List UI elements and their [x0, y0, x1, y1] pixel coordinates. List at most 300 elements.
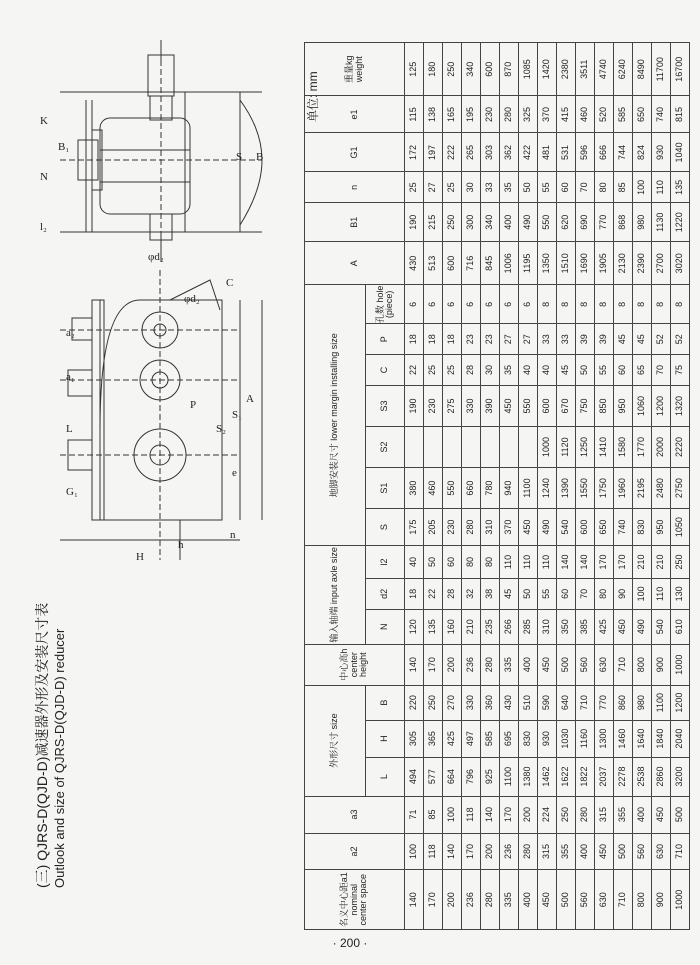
- label-n: n: [230, 529, 236, 541]
- table-cell: 340: [481, 203, 500, 242]
- table-cell: 6: [481, 285, 500, 324]
- table-cell: 130: [671, 578, 690, 609]
- table-cell: 8: [595, 285, 614, 324]
- table-cell: 280: [481, 644, 500, 685]
- table-cell: 1200: [671, 685, 690, 720]
- table-row: [633, 43, 652, 930]
- table-cell: 1690: [576, 242, 595, 285]
- table-cell: 30: [462, 172, 481, 203]
- table-cell: 370: [500, 509, 519, 546]
- table-cell: 250: [557, 796, 576, 833]
- header-L: L: [366, 757, 405, 796]
- table-cell: [481, 427, 500, 468]
- table-cell: 400: [519, 644, 538, 685]
- table-cell: 25: [443, 355, 462, 386]
- table-cell: 630: [595, 870, 614, 930]
- table-cell: 45: [633, 324, 652, 355]
- table-row: [595, 43, 614, 930]
- table-cell: 2040: [671, 720, 690, 757]
- table-cell: 650: [633, 96, 652, 133]
- table-cell: 170: [500, 796, 519, 833]
- table-cell: 100: [443, 796, 462, 833]
- table-cell: 710: [576, 685, 595, 720]
- table-row: [576, 43, 595, 930]
- table-cell: 940: [500, 468, 519, 509]
- table-cell: 1100: [500, 757, 519, 796]
- table-cell: 1240: [538, 468, 557, 509]
- table-row: [405, 43, 424, 930]
- table-cell: 600: [443, 242, 462, 285]
- table-cell: 1905: [595, 242, 614, 285]
- table-cell: 110: [519, 546, 538, 579]
- table-cell: 35: [500, 172, 519, 203]
- table-row: [519, 43, 538, 930]
- table-row: [462, 43, 481, 930]
- table-cell: 22: [405, 355, 424, 386]
- table-cell: 125: [405, 43, 424, 96]
- table-cell: 1960: [614, 468, 633, 509]
- table-cell: 135: [424, 609, 443, 644]
- table-cell: 8: [652, 285, 671, 324]
- table-cell: 1060: [633, 385, 652, 426]
- table-cell: 415: [557, 96, 576, 133]
- label-H: H: [136, 551, 144, 560]
- table-cell: 1640: [633, 720, 652, 757]
- table-cell: 11700: [652, 43, 671, 96]
- table-cell: 50: [424, 546, 443, 579]
- table-cell: 560: [633, 833, 652, 870]
- table-cell: 50: [576, 355, 595, 386]
- table-cell: 900: [652, 870, 671, 930]
- table-cell: 140: [557, 546, 576, 579]
- table-cell: 300: [462, 203, 481, 242]
- table-cell: 25: [443, 172, 462, 203]
- table-cell: 60: [557, 172, 576, 203]
- table-cell: 400: [519, 870, 538, 930]
- table-cell: 210: [633, 546, 652, 579]
- table-cell: 220: [405, 685, 424, 720]
- table-cell: 236: [500, 833, 519, 870]
- label-P: P: [190, 399, 197, 411]
- table-cell: 450: [500, 385, 519, 426]
- table-cell: 1350: [538, 242, 557, 285]
- table-cell: 200: [443, 644, 462, 685]
- label-A: A: [246, 393, 254, 405]
- table-cell: 2700: [652, 242, 671, 285]
- table-cell: 39: [595, 324, 614, 355]
- header-holes: 孔数 hole (piece): [366, 285, 405, 324]
- table-cell: 140: [443, 833, 462, 870]
- table-cell: 280: [462, 509, 481, 546]
- table-cell: 1390: [557, 468, 576, 509]
- table-cell: 830: [633, 509, 652, 546]
- table-cell: 170: [424, 870, 443, 930]
- table-cell: 510: [519, 685, 538, 720]
- table-cell: 490: [538, 509, 557, 546]
- label-l2: l₂: [40, 221, 47, 233]
- table-cell: 280: [500, 96, 519, 133]
- table-cell: 6: [519, 285, 538, 324]
- table-cell: 560: [576, 644, 595, 685]
- table-cell: 1550: [576, 468, 595, 509]
- title-chinese: (三) QJRS-D(QJD-D)减速器外形及安装尺寸表: [34, 602, 50, 888]
- table-cell: 270: [443, 685, 462, 720]
- label-B: B: [256, 151, 264, 163]
- table-cell: 25: [405, 172, 424, 203]
- table-cell: 280: [519, 833, 538, 870]
- table-cell: 800: [633, 644, 652, 685]
- table-cell: 710: [614, 870, 633, 930]
- table-cell: 695: [500, 720, 519, 757]
- table-cell: 550: [443, 468, 462, 509]
- table-cell: 640: [557, 685, 576, 720]
- header-P: P: [366, 324, 405, 355]
- table-cell: 666: [595, 133, 614, 172]
- title-block: [22, 558, 82, 888]
- table-cell: 27: [424, 172, 443, 203]
- table-cell: 200: [443, 870, 462, 930]
- table-cell: 925: [481, 757, 500, 796]
- table-cell: 1822: [576, 757, 595, 796]
- table-cell: 1250: [576, 427, 595, 468]
- table-cell: 980: [633, 685, 652, 720]
- dimension-table: [304, 42, 690, 930]
- table-cell: 80: [595, 578, 614, 609]
- table-cell: 1420: [538, 43, 557, 96]
- table-cell: 236: [462, 644, 481, 685]
- table-cell: 190: [405, 203, 424, 242]
- table-cell: 740: [614, 509, 633, 546]
- table-cell: 165: [443, 96, 462, 133]
- table-cell: 250: [424, 685, 443, 720]
- label-B1: B₁: [58, 141, 70, 153]
- table-cell: 2538: [633, 757, 652, 796]
- table-cell: 710: [671, 833, 690, 870]
- table-cell: 16700: [671, 43, 690, 96]
- table-cell: 390: [481, 385, 500, 426]
- table-cell: 33: [538, 324, 557, 355]
- table-cell: 60: [443, 546, 462, 579]
- header-A: A: [305, 242, 405, 285]
- table-cell: [500, 427, 519, 468]
- table-cell: 23: [481, 324, 500, 355]
- table-cell: 450: [614, 609, 633, 644]
- table-cell: 230: [424, 385, 443, 426]
- table-cell: 275: [443, 385, 462, 426]
- table-cell: 800: [633, 870, 652, 930]
- table-cell: 335: [500, 870, 519, 930]
- table-cell: 172: [405, 133, 424, 172]
- table-cell: [424, 427, 443, 468]
- table-cell: 845: [481, 242, 500, 285]
- label-G1: G₁: [66, 486, 78, 498]
- table-cell: 744: [614, 133, 633, 172]
- table-cell: 250: [443, 43, 462, 96]
- table-cell: 531: [557, 133, 576, 172]
- table-cell: 1462: [538, 757, 557, 796]
- table-cell: 80: [595, 172, 614, 203]
- table-cell: 45: [500, 578, 519, 609]
- table-cell: 355: [614, 796, 633, 833]
- table-cell: 2037: [595, 757, 614, 796]
- table-cell: 1100: [652, 685, 671, 720]
- table-cell: 1840: [652, 720, 671, 757]
- table-cell: 6: [462, 285, 481, 324]
- table-cell: 110: [652, 172, 671, 203]
- table-cell: 4740: [595, 43, 614, 96]
- table-cell: 770: [595, 685, 614, 720]
- table-cell: 2380: [557, 43, 576, 96]
- table-cell: 1000: [671, 870, 690, 930]
- label-e: e: [232, 467, 237, 479]
- table-cell: 210: [462, 609, 481, 644]
- table-cell: 360: [481, 685, 500, 720]
- table-row: [557, 43, 576, 930]
- table-cell: 500: [557, 644, 576, 685]
- table-cell: 160: [443, 609, 462, 644]
- header-N: N: [366, 609, 405, 644]
- table-row: [500, 43, 519, 930]
- header-lower-margin: 地脚安装尺寸 lower margin installing size: [305, 285, 366, 546]
- table-cell: 1160: [576, 720, 595, 757]
- label-S2: S₂: [216, 423, 226, 435]
- table-cell: 80: [481, 546, 500, 579]
- table-cell: [405, 427, 424, 468]
- table-cell: 195: [462, 96, 481, 133]
- table-cell: 780: [481, 468, 500, 509]
- header-S: S: [366, 509, 405, 546]
- table-cell: 110: [652, 578, 671, 609]
- table-cell: 6: [424, 285, 443, 324]
- table-cell: 950: [652, 509, 671, 546]
- table-cell: 80: [462, 546, 481, 579]
- table-cell: 115: [405, 96, 424, 133]
- unit-label: 单位: mm: [306, 71, 320, 122]
- table-cell: 850: [595, 385, 614, 426]
- table-cell: 310: [538, 609, 557, 644]
- table-cell: 2195: [633, 468, 652, 509]
- table-cell: 210: [652, 546, 671, 579]
- table-cell: 770: [595, 203, 614, 242]
- table-cell: 140: [405, 870, 424, 930]
- table-cell: 830: [519, 720, 538, 757]
- table-cell: 860: [614, 685, 633, 720]
- header-G1: G1: [305, 133, 405, 172]
- table-cell: 494: [405, 757, 424, 796]
- table-cell: 796: [462, 757, 481, 796]
- table-cell: 50: [519, 578, 538, 609]
- table-cell: 2750: [671, 468, 690, 509]
- table-cell: 18: [405, 324, 424, 355]
- header-input-axle: 输入轴端 input axle size: [305, 546, 366, 645]
- table-cell: 430: [500, 685, 519, 720]
- table-cell: 52: [671, 324, 690, 355]
- table-cell: 1510: [557, 242, 576, 285]
- table-cell: 2278: [614, 757, 633, 796]
- table-cell: 1622: [557, 757, 576, 796]
- table-cell: 230: [481, 96, 500, 133]
- table-cell: 335: [500, 644, 519, 685]
- table-cell: 600: [538, 385, 557, 426]
- table-cell: 481: [538, 133, 557, 172]
- table-cell: 200: [519, 796, 538, 833]
- table-cell: 630: [595, 644, 614, 685]
- table-cell: 450: [652, 796, 671, 833]
- label-phi-d2: φd₂: [184, 293, 200, 305]
- table-cell: 1120: [557, 427, 576, 468]
- table-cell: 140: [576, 546, 595, 579]
- table-cell: 1300: [595, 720, 614, 757]
- table-cell: 900: [652, 644, 671, 685]
- table-cell: 315: [538, 833, 557, 870]
- label-C: C: [226, 277, 234, 289]
- table-cell: 28: [443, 578, 462, 609]
- header-B1: B1: [305, 203, 405, 242]
- table-cell: 175: [405, 509, 424, 546]
- table-cell: 65: [633, 355, 652, 386]
- table-cell: 2860: [652, 757, 671, 796]
- table-body: [405, 43, 690, 930]
- table-cell: 550: [519, 385, 538, 426]
- table-cell: [462, 427, 481, 468]
- table-cell: 670: [557, 385, 576, 426]
- table-cell: 222: [443, 133, 462, 172]
- table-cell: 930: [652, 133, 671, 172]
- label-a1: a₁: [66, 371, 75, 383]
- table-cell: 22: [424, 578, 443, 609]
- header-n: n: [305, 172, 405, 203]
- table-cell: 490: [633, 609, 652, 644]
- table-cell: 32: [462, 578, 481, 609]
- table-cell: 310: [481, 509, 500, 546]
- table-cell: 1580: [614, 427, 633, 468]
- title-english: Outlook and size of QJRS-D(QJD-D) reducer: [52, 628, 67, 888]
- table-cell: 365: [424, 720, 443, 757]
- table-cell: 650: [595, 509, 614, 546]
- table-cell: 60: [557, 578, 576, 609]
- table-cell: 560: [576, 870, 595, 930]
- table-cell: 315: [595, 796, 614, 833]
- header-center-height: 中心高h center height: [305, 644, 405, 685]
- table-cell: 362: [500, 133, 519, 172]
- table-cell: 430: [405, 242, 424, 285]
- table-cell: 236: [462, 870, 481, 930]
- table-cell: 340: [462, 43, 481, 96]
- table-cell: 1200: [652, 385, 671, 426]
- header-center-space: 名义中心距a1 nominal center space: [305, 870, 405, 930]
- table-cell: 450: [595, 833, 614, 870]
- table-cell: 8490: [633, 43, 652, 96]
- table-cell: 85: [614, 172, 633, 203]
- table-cell: 224: [538, 796, 557, 833]
- table-cell: 1050: [671, 509, 690, 546]
- table-cell: 380: [405, 468, 424, 509]
- header-a2: a2: [305, 833, 405, 870]
- label-N: N: [40, 171, 48, 183]
- table-cell: 400: [576, 833, 595, 870]
- table-cell: 1000: [538, 427, 557, 468]
- table-cell: 33: [481, 172, 500, 203]
- table-cell: 205: [424, 509, 443, 546]
- table-cell: 50: [519, 172, 538, 203]
- table-cell: 100: [633, 172, 652, 203]
- table-cell: 30: [481, 355, 500, 386]
- table-cell: 250: [443, 203, 462, 242]
- table-cell: 815: [671, 96, 690, 133]
- table-cell: 824: [633, 133, 652, 172]
- table-cell: 1750: [595, 468, 614, 509]
- table-cell: 40: [538, 355, 557, 386]
- table-cell: 6240: [614, 43, 633, 96]
- table-cell: 305: [405, 720, 424, 757]
- table-cell: 500: [557, 870, 576, 930]
- table-cell: 100: [633, 578, 652, 609]
- table-cell: 118: [424, 833, 443, 870]
- table-cell: 450: [519, 509, 538, 546]
- table-cell: 980: [633, 203, 652, 242]
- table-cell: 138: [424, 96, 443, 133]
- table-cell: 710: [614, 644, 633, 685]
- table-cell: 18: [443, 324, 462, 355]
- table-cell: 2220: [671, 427, 690, 468]
- table-cell: 70: [576, 172, 595, 203]
- table-cell: 2390: [633, 242, 652, 285]
- table-cell: 355: [557, 833, 576, 870]
- table-cell: 330: [462, 385, 481, 426]
- table-cell: 3511: [576, 43, 595, 96]
- table-row: [443, 43, 462, 930]
- table-cell: 600: [481, 43, 500, 96]
- table-cell: 590: [538, 685, 557, 720]
- table-cell: 8: [538, 285, 557, 324]
- table-cell: 60: [614, 355, 633, 386]
- table-cell: [519, 427, 538, 468]
- table-cell: 620: [557, 203, 576, 242]
- table-cell: 716: [462, 242, 481, 285]
- header-B: B: [366, 685, 405, 720]
- table-cell: 266: [500, 609, 519, 644]
- table-cell: 280: [576, 796, 595, 833]
- table-cell: 690: [576, 203, 595, 242]
- table-row: [652, 43, 671, 930]
- table-cell: 18: [405, 578, 424, 609]
- table-cell: 1030: [557, 720, 576, 757]
- table-row: [614, 43, 633, 930]
- table-cell: 190: [405, 385, 424, 426]
- table-cell: 660: [462, 468, 481, 509]
- table-cell: 55: [538, 172, 557, 203]
- table-cell: 450: [538, 644, 557, 685]
- table-cell: 325: [519, 96, 538, 133]
- table-cell: 2130: [614, 242, 633, 285]
- table-cell: 500: [614, 833, 633, 870]
- table-cell: 140: [405, 644, 424, 685]
- table-cell: 140: [481, 796, 500, 833]
- table-cell: 1040: [671, 133, 690, 172]
- label-S1: S₁: [232, 409, 242, 421]
- table-cell: 70: [652, 355, 671, 386]
- table-row: [538, 43, 557, 930]
- table-cell: 664: [443, 757, 462, 796]
- header-l2: l2: [366, 546, 405, 579]
- table-cell: 8: [633, 285, 652, 324]
- header-weight: 重量kg weight: [305, 43, 405, 96]
- table-cell: 285: [519, 609, 538, 644]
- table-cell: 610: [671, 609, 690, 644]
- table-cell: 540: [652, 609, 671, 644]
- table-cell: 540: [557, 509, 576, 546]
- page-number: · 200 ·: [332, 936, 368, 950]
